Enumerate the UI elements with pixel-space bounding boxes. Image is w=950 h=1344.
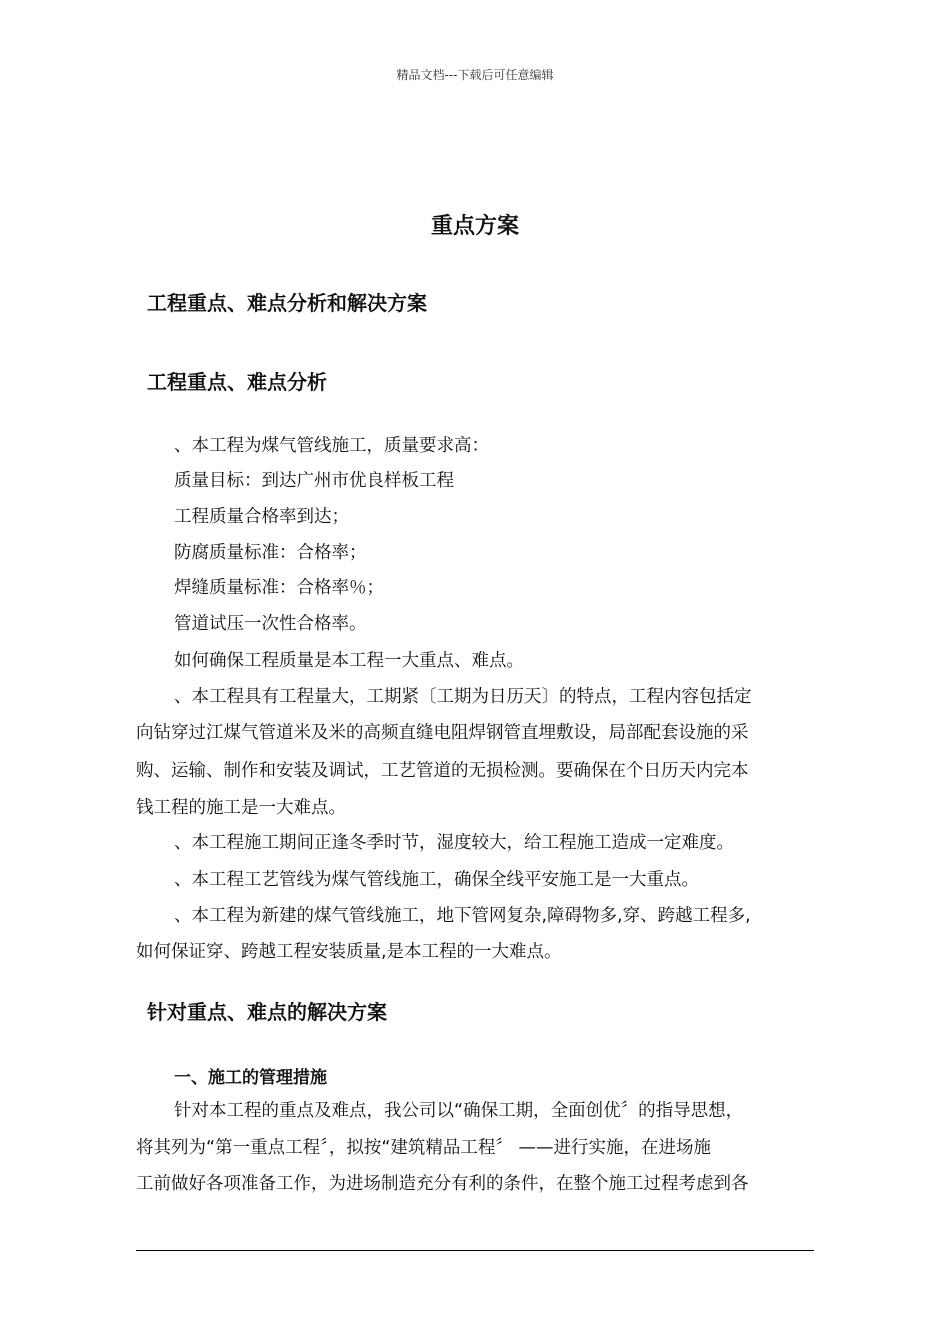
section-heading-overview: 工程重点、难点分析和解决方案 [147,291,427,315]
subheading-management-measures: 一、施工的管理措施 [174,1068,327,1088]
analysis-line: 工程质量合格率到达； [174,507,349,527]
analysis-line: 、本工程施工期间正逢冬季时节，湿度较大，给工程施工造成一定难度。 [174,833,734,853]
analysis-line: 防腐质量标准：合格率； [174,543,367,563]
analysis-line: 如何确保工程质量是本工程一大重点、难点。 [174,651,524,671]
page-title: 重点方案 [430,214,519,239]
analysis-line: 管道试压一次性合格率。 [174,614,367,634]
section-heading-solutions: 针对重点、难点的解决方案 [147,1000,387,1024]
section-heading-analysis: 工程重点、难点分析 [147,370,327,394]
solution-line: 将其列为“第一重点工程〞，拟按“建筑精品工程〞 ——进行实施，在进场施 [136,1138,711,1158]
solution-line: 针对本工程的重点及难点，我公司以“确保工期，全面创优〞的指导思想， [174,1101,744,1121]
page-watermark: 精品文档---下载后可任意编辑 [396,68,554,82]
analysis-line: 、本工程具有工程量大，工期紧〔工期为日历天〕的特点，工程内容包括定 [174,687,752,707]
analysis-line: 如何保证穿、跨越工程安装质量,是本工程的一大难点。 [136,942,562,962]
analysis-line: 、本工程为煤气管线施工，质量要求高： [174,436,489,456]
analysis-line: 、本工程为新建的煤气管线施工，地下管网复杂,障碍物多,穿、跨越工程多, [174,906,751,926]
analysis-line: 焊缝质量标准：合格率％； [174,578,384,598]
footer-rule [136,1250,814,1251]
analysis-line: 质量目标：到达广州市优良样板工程 [174,471,454,491]
solution-line: 工前做好各项准备工作，为进场制造充分有利的条件，在整个施工过程考虑到各 [136,1174,749,1194]
analysis-line: 购、运输、制作和安装及调试，工艺管道的无损检测。要确保在个日历天内完本 [136,761,749,781]
analysis-line: 钱工程的施工是一大难点。 [136,798,346,818]
analysis-line: 向钻穿过江煤气管道米及米的高频直缝电阻焊钢管直埋敷设，局部配套设施的采 [136,723,749,743]
analysis-line: 、本工程工艺管线为煤气管线施工，确保全线平安施工是一大重点。 [174,870,699,890]
